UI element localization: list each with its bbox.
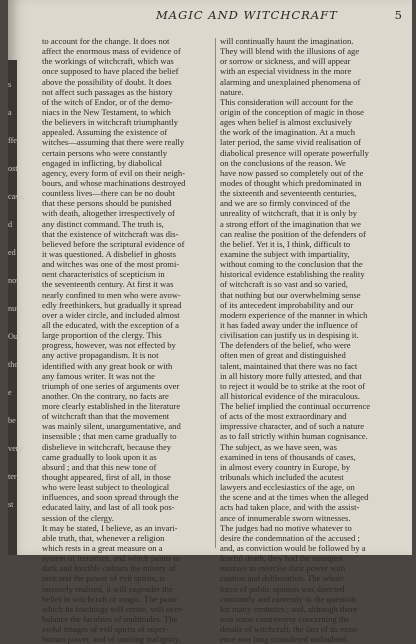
left-text-column [42,36,210,644]
text-line: the work of the imagination. At a much [220,127,356,138]
text-line: the belief. Yet it is, I think, difficult to [220,238,351,249]
adjacent-page-fragment: nut [8,304,19,313]
adjacent-page-fragment: ffer [8,136,20,145]
text-line: affect the enormous mass of evidence of [42,46,181,57]
text-line: that the existence of witchcraft was dis- [42,228,179,239]
text-line: above the possibility of doubt. It does [42,76,172,87]
text-line: nent characteristics of scepticism in [42,269,165,280]
text-line: who were least subject to theological [42,482,170,493]
text-line: which its teachings will create, will over- [42,603,184,614]
text-line: all historical evidence of the miraculous. [220,390,360,401]
adjacent-page-fragment: st [8,500,14,509]
text-line: desire the condemnation of the accused ; [220,532,360,543]
text-line: tribunals which included the acutest [220,472,344,483]
text-line: more clearly established in the literature [42,401,181,412]
text-line: belief in witchcraft or magic. The panic [42,593,179,604]
text-line: was some controversy concerning the [220,614,350,625]
text-line: large proportion of the clergy. This [42,330,162,341]
text-line: of witchcraft than that the movement [42,411,170,422]
adjacent-page-fragment: the [8,360,19,369]
text-line: unreality of witchcraft, that it is only by [220,208,357,219]
text-line: The judges had no motive whatever to [220,522,352,533]
text-line: fearful death, they had the strongest [220,553,344,564]
text-line: civilisation can justify us in despising it. [220,330,359,341]
text-line: insensible ; that men came gradually to [42,431,177,442]
text-line: can realise the position of the defenders of [220,228,366,239]
text-line: a strong effort of the imagination that we [220,218,361,229]
text-line: came gradually to look upon it as [42,451,157,462]
text-line: details of witchcraft, the fact of its exist- [220,624,360,635]
text-line: historical evidence establishing the reality [220,269,365,280]
adjacent-page-fragment: ed [8,248,16,257]
text-line: of the witch of Endor, or of the demo- [42,96,173,107]
page-number: 5 [394,8,402,22]
text-line: This consideration will account for the [220,96,353,107]
text-line: acts had taken place, and with the assist- [220,502,360,513]
text-line: agency, every form of evil on their neigh- [42,167,186,178]
text-line: constantly and earnestly to the question [220,593,356,604]
text-line: The belief implied the continual occurrence [220,401,371,412]
text-line: educated laity, and last of all took pos- [42,502,175,513]
text-line: that these persons should be punished [42,198,172,209]
text-line: of its antecedent improbability and our [220,299,354,310]
adjacent-page-fragment: case, [8,192,25,201]
text-line: it has faded away under the influence of [220,319,358,330]
text-line: impressive character, and of such a nature [220,421,365,432]
text-line: the sixteenth and seventeenth centuries, [220,188,357,199]
text-line: was mainly silent, unargumentative, and [42,421,181,432]
text-line: The subject, as we have seen, was [220,441,337,452]
text-line: the seventeenth century. At first it was [42,279,174,290]
text-line: bours, and whose machinations destroyed [42,177,186,188]
text-line: that nothing but our overwhelming sense [220,289,361,300]
adjacent-page-fragment: ter [8,472,17,481]
text-line: in all history more fully attested, and that [220,370,362,381]
adjacent-page-fragment: very [8,444,23,453]
text-line: to reject it would be to strike at the root of [220,380,366,391]
text-line: It may be stated, I believe, as an invari- [42,522,178,533]
text-line: without coming to the conclusion that the [220,259,363,270]
text-line: nature. [220,86,244,97]
text-line: once supposed to have placed the belief [42,66,179,77]
text-line: of acts of the most extraordinary and [220,411,347,422]
text-line: which rests in a great measure on a [42,543,163,554]
adjacent-page-fragment: be [8,416,16,425]
text-line: it was questioned. A disbelief in ghosts [42,248,176,259]
text-line: and, as conviction would be followed by a [220,543,366,554]
running-title: MAGIC AND WITCHCRAFT [156,8,338,22]
text-line: any active propagandism. It is not [42,350,159,361]
text-line: motives to exercise their power with [220,563,346,574]
adjacent-page-fragment: e [8,388,12,397]
text-line: identified with any great book or with [42,360,173,371]
text-line: will continually haunt the imagination. [220,36,354,46]
text-line: certain persons who were constantly [42,147,168,158]
text-line: nearly confined to men who were avow- [42,289,181,300]
text-line: lawyers and ecclesiastics of the age, on [220,482,355,493]
text-line: influences, and soon spread through the [42,492,179,503]
text-line: thought appeared, first of all, in those [42,472,171,483]
text-line: absurd ; and that this new tone of [42,461,157,472]
text-line: all the educated, with the exception of a [42,319,179,330]
book-page [8,0,412,644]
text-line: any distinct command. The truth is, [42,218,164,229]
text-line: force of public opinion was directed [220,583,345,594]
text-line: ence was long considered undoubted. [220,634,349,644]
adjacent-page-fragment: a [8,108,12,117]
right-text-column [220,36,390,644]
text-line: dark and forcible colours the misery of [42,563,176,574]
text-line: in almost every country in Europe, by [220,461,351,472]
text-line: session of the clergy. [42,512,114,523]
text-line: human power, and of untiring malignity, [42,634,181,644]
text-line: ance of innumerable sworn witnesses. [220,512,351,523]
text-line: often men of great and distinguished [220,350,346,361]
adjacent-page-fragment: ost [8,164,18,173]
text-line: disbelieve in witchcraft, because they [42,441,172,452]
text-line: to account for the change. It does not [42,36,170,46]
text-line: awful images of evil spirits of super- [42,624,169,635]
text-line: progress, however, was not effected by [42,340,176,351]
adjacent-page-edge [8,60,25,555]
adjacent-page-fragment: s [8,80,12,89]
text-line: origin of the conception of magic in those [220,106,364,117]
text-line: talent, maintained that there was no fact [220,360,358,371]
text-line: the scene and at the times when the alleged [220,492,369,503]
text-line: later period, the same vivid realisation of [220,137,362,148]
text-line: and witches was one of the most promi- [42,259,180,270]
text-line: intensely realised, it will engender the [42,583,173,594]
text-line: engaged in inflicting, by diabolical [42,157,163,168]
text-line: examined in tens of thousands of cases, [220,451,356,462]
text-line: modern experience of the manner in which [220,309,368,320]
adjacent-page-fragment: Out [8,332,21,341]
text-line: another. On the contrary, no facts are [42,390,169,401]
text-line: They will blend with the illusions of age [220,46,360,57]
text-line: the believers in witchcraft triumphantly [42,117,179,128]
adjacent-page-fragment: not [8,276,19,285]
text-line: diabolical presence will operate powerfully [220,147,369,158]
text-line: modes of thought which predominated in [220,177,362,188]
text-line: witches—assuming that there were really [42,137,185,148]
text-line: ages when belief is almost exclusively [220,117,352,128]
text-line: niacs in the New Testament, to which [42,106,171,117]
text-line: countless lives—there can be no doubt [42,188,175,199]
text-line: The defenders of the belief, who were [220,340,351,351]
text-line: appealed. Assuming the existence of [42,127,168,138]
text-line: system of terrorism, and which paints in [42,553,181,564]
text-line: not affect such passages as the history [42,86,173,97]
text-line: edly freethinkers, but gradually it spread [42,299,182,310]
page-header [38,8,408,28]
text-line: believed before the scriptural evidence of [42,238,185,249]
text-line: any famous writer. It was not the [42,370,155,381]
text-line: examine the subject with impartiality, [220,248,350,259]
text-line: with an especial vividness in the more [220,66,352,77]
text-line: triumph of one series of arguments over [42,380,180,391]
text-line: caution and deliberation. The whole [220,573,344,584]
text-line: balance the faculties of multitudes. The [42,614,178,625]
text-line: over a wider circle, and included almost [42,309,180,320]
text-line: with death, altogether irrespectively of [42,208,175,219]
text-line: able truth, that, whenever a religion [42,532,165,543]
text-line: men and the power of evil spirits, is [42,573,166,584]
text-line: and we are so firmly convinced of the [220,198,351,209]
column-divider [215,38,216,548]
text-line: the workings of witchcraft, which was [42,56,174,67]
text-line: for many centuries ; and, although there [220,603,358,614]
text-line: have now passed so completely out of the [220,167,364,178]
text-line: alarming and unexplained phenomena of [220,76,361,87]
adjacent-page-fragment: d [8,220,13,229]
text-line: or sorrow or sickness, and will appear [220,56,351,67]
text-line: on the conclusions of the reason. We [220,157,346,168]
text-line: as to fall strictly within human cognisance. [220,431,368,442]
text-line: of witchcraft is so vast and so varied, [220,279,348,290]
